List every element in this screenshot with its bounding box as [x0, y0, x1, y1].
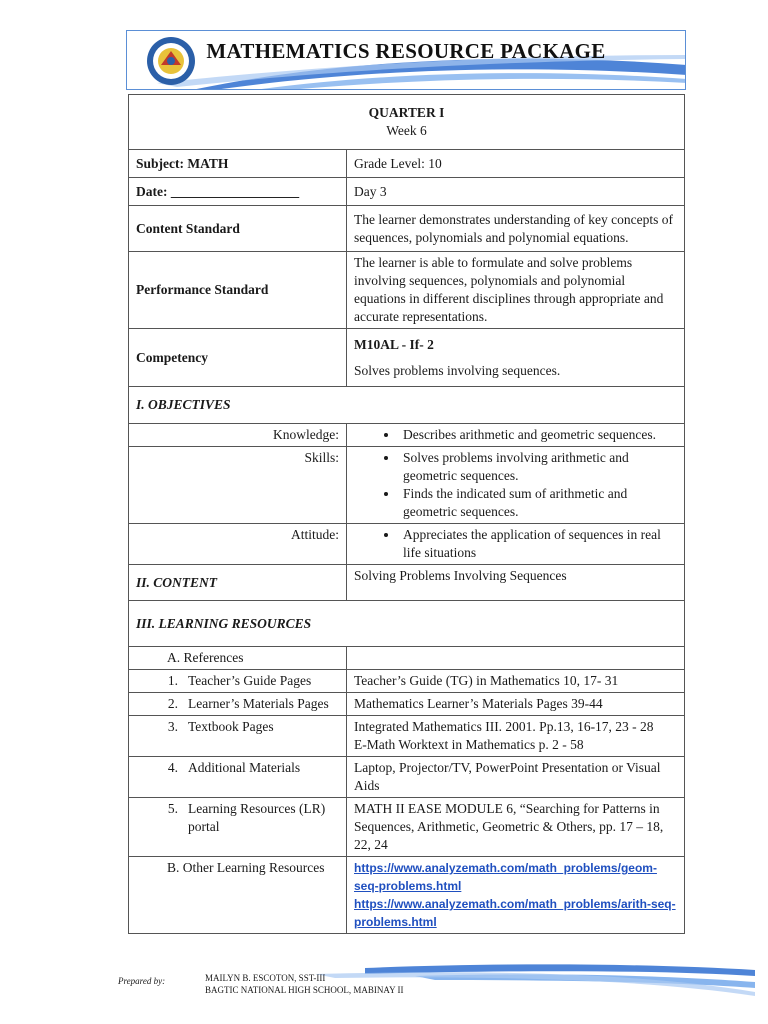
references-empty-cell	[347, 647, 685, 670]
competency-cell	[347, 329, 685, 387]
objectives-heading: I. OBJECTIVES	[129, 387, 685, 424]
competency-label: Competency	[129, 329, 347, 387]
attitude-label: Attitude:	[129, 524, 347, 565]
day-label: Day 3	[347, 178, 685, 206]
grade-level: Grade Level: 10	[347, 150, 685, 178]
preparer-name: MAILYN B. ESCOTON, SST-III	[205, 973, 326, 983]
prepared-by-label: Prepared by:	[118, 976, 166, 986]
competency-code: M10AL - If- 2	[354, 336, 434, 352]
lesson-plan-table	[128, 94, 685, 934]
other-resources-label: B. Other Learning Resources	[129, 857, 347, 934]
skills-cell	[347, 447, 685, 524]
date-label: Date: ___________________	[129, 178, 347, 206]
content-standard-text: The learner demonstrates understanding of key concepts of sequences, polynomials and polynomial equations.	[347, 206, 685, 252]
other-resources-links	[347, 857, 685, 934]
references-label: A. References	[129, 647, 347, 670]
week-label: Week 6	[386, 123, 427, 138]
subject-label: Subject: MATH	[129, 150, 347, 178]
attitude-item: • Appreciates the application of sequences in real life situations	[399, 526, 677, 562]
reference-item-value: Teacher’s Guide (TG) in Mathematics 10, 17- 31	[347, 670, 685, 693]
reference-item-value: Laptop, Projector/TV, PowerPoint Presentation or Visual Aids	[347, 757, 685, 798]
knowledge-item: • Describes arithmetic and geometric sequences.	[399, 426, 677, 444]
reference-item-value: Mathematics Learner’s Materials Pages 39-44	[347, 693, 685, 716]
learning-resources-heading: III. LEARNING RESOURCES	[129, 601, 685, 647]
content-standard-label: Content Standard	[129, 206, 347, 252]
content-heading: II. CONTENT	[129, 565, 347, 601]
reference-item-label: 4. Additional Materials	[129, 757, 347, 798]
reference-item-label: 1. Teacher’s Guide Pages	[129, 670, 347, 693]
skills-label: Skills:	[129, 447, 347, 524]
knowledge-label: Knowledge:	[129, 424, 347, 447]
reference-item-label: 5. Learning Resources (LR) portal	[129, 798, 347, 857]
skills-item: • Finds the indicated sum of arithmetic and geometric sequences.	[399, 485, 677, 521]
quarter-title: QUARTER I	[368, 105, 445, 120]
header-banner	[126, 30, 686, 90]
preparer-school: BAGTIC NATIONAL HIGH SCHOOL, MABINAY II	[205, 985, 404, 995]
attitude-cell	[347, 524, 685, 565]
geom-seq-link[interactable]: https://www.analyzemath.com/math_problems/geom-seq-problems.html	[354, 861, 657, 893]
footer	[115, 962, 755, 1002]
arith-seq-link[interactable]: https://www.analyzemath.com/math_problems/arith-seq-problems.html	[354, 897, 676, 929]
reference-item-label: 3. Textbook Pages	[129, 716, 347, 757]
performance-standard-text: The learner is able to formulate and solve problems involving sequences, polynomials and polynomial equations in different disciplines through appropriate and accurate representations.	[347, 252, 685, 329]
document-title: MATHEMATICS RESOURCE PACKAGE	[206, 39, 606, 63]
performance-standard-label: Performance Standard	[129, 252, 347, 329]
quarter-cell	[129, 95, 685, 150]
content-text: Solving Problems Involving Sequences	[347, 565, 685, 601]
reference-item-value: MATH II EASE MODULE 6, “Searching for Patterns in Sequences, Arithmetic, Geometric & Others, pp. 17 – 18, 22, 24	[347, 798, 685, 857]
knowledge-cell	[347, 424, 685, 447]
competency-text: Solves problems involving sequences.	[354, 362, 561, 378]
preparer-info	[205, 972, 404, 996]
reference-item-label: 2. Learner’s Materials Pages	[129, 693, 347, 716]
reference-item-value: Integrated Mathematics III. 2001. Pp.13, 16-17, 23 - 28 E-Math Worktext in Mathematics p. 2 - 58	[347, 716, 685, 757]
skills-item: • Solves problems involving arithmetic and geometric sequences.	[399, 449, 677, 485]
